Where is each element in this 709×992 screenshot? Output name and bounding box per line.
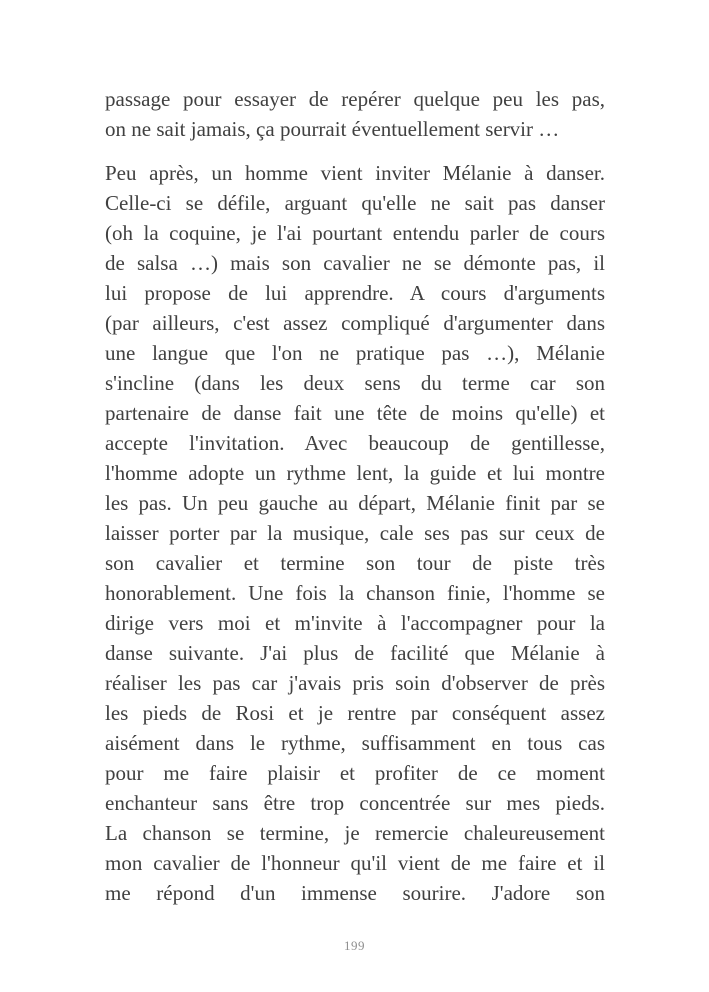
text-line: laisser porter par la musique, cale ses pas sur ceux de bbox=[105, 521, 605, 545]
text-line: partenaire de danse fait une tête de moins qu'elle) et bbox=[105, 401, 605, 425]
text-line: l'homme adopte un rythme lent, la guide et lui montre bbox=[105, 461, 605, 485]
text-line: Celle-ci se défile, arguant qu'elle ne sait pas danser bbox=[105, 191, 605, 215]
text-line: Peu après, un homme vient inviter Mélanie à danser. bbox=[105, 161, 605, 185]
text-line: aisément dans le rythme, suffisamment en tous cas bbox=[105, 731, 605, 755]
text-line: une langue que l'on ne pratique pas …), Mélanie bbox=[105, 341, 605, 365]
page-text bbox=[105, 84, 605, 908]
text-line: on ne sait jamais, ça pourrait éventuellement servir … bbox=[105, 117, 560, 141]
text-line: (oh la coquine, je l'ai pourtant entendu parler de cours bbox=[105, 221, 605, 245]
text-line: pour me faire plaisir et profiter de ce moment bbox=[105, 761, 605, 785]
text-line: La chanson se termine, je remercie chaleureusement bbox=[105, 821, 605, 845]
text-line: son cavalier et termine son tour de piste très bbox=[105, 551, 605, 575]
text-line: dirige vers moi et m'invite à l'accompagner pour la bbox=[105, 611, 605, 635]
text-line: s'incline (dans les deux sens du terme car son bbox=[105, 371, 605, 395]
text-line: les pas. Un peu gauche au départ, Mélanie finit par se bbox=[105, 491, 605, 515]
paragraph bbox=[105, 158, 605, 908]
text-line: me répond d'un immense sourire. J'adore son bbox=[105, 881, 605, 905]
text-line: accepte l'invitation. Avec beaucoup de gentillesse, bbox=[105, 431, 605, 455]
text-line: les pieds de Rosi et je rentre par conséquent assez bbox=[105, 701, 605, 725]
text-line: mon cavalier de l'honneur qu'il vient de me faire et il bbox=[105, 851, 605, 875]
text-line: honorablement. Une fois la chanson finie, l'homme se bbox=[105, 581, 605, 605]
text-line: danse suivante. J'ai plus de facilité que Mélanie à bbox=[105, 641, 605, 665]
text-line: de salsa …) mais son cavalier ne se démonte pas, il bbox=[105, 251, 605, 275]
text-line: réaliser les pas car j'avais pris soin d'observer de près bbox=[105, 671, 605, 695]
paragraph bbox=[105, 84, 605, 144]
text-line: (par ailleurs, c'est assez compliqué d'argumenter dans bbox=[105, 311, 605, 335]
text-line: lui propose de lui apprendre. A cours d'arguments bbox=[105, 281, 605, 305]
text-line: passage pour essayer de repérer quelque peu les pas, bbox=[105, 87, 605, 111]
page-number: 199 bbox=[344, 938, 365, 953]
text-line: enchanteur sans être trop concentrée sur mes pieds. bbox=[105, 791, 605, 815]
